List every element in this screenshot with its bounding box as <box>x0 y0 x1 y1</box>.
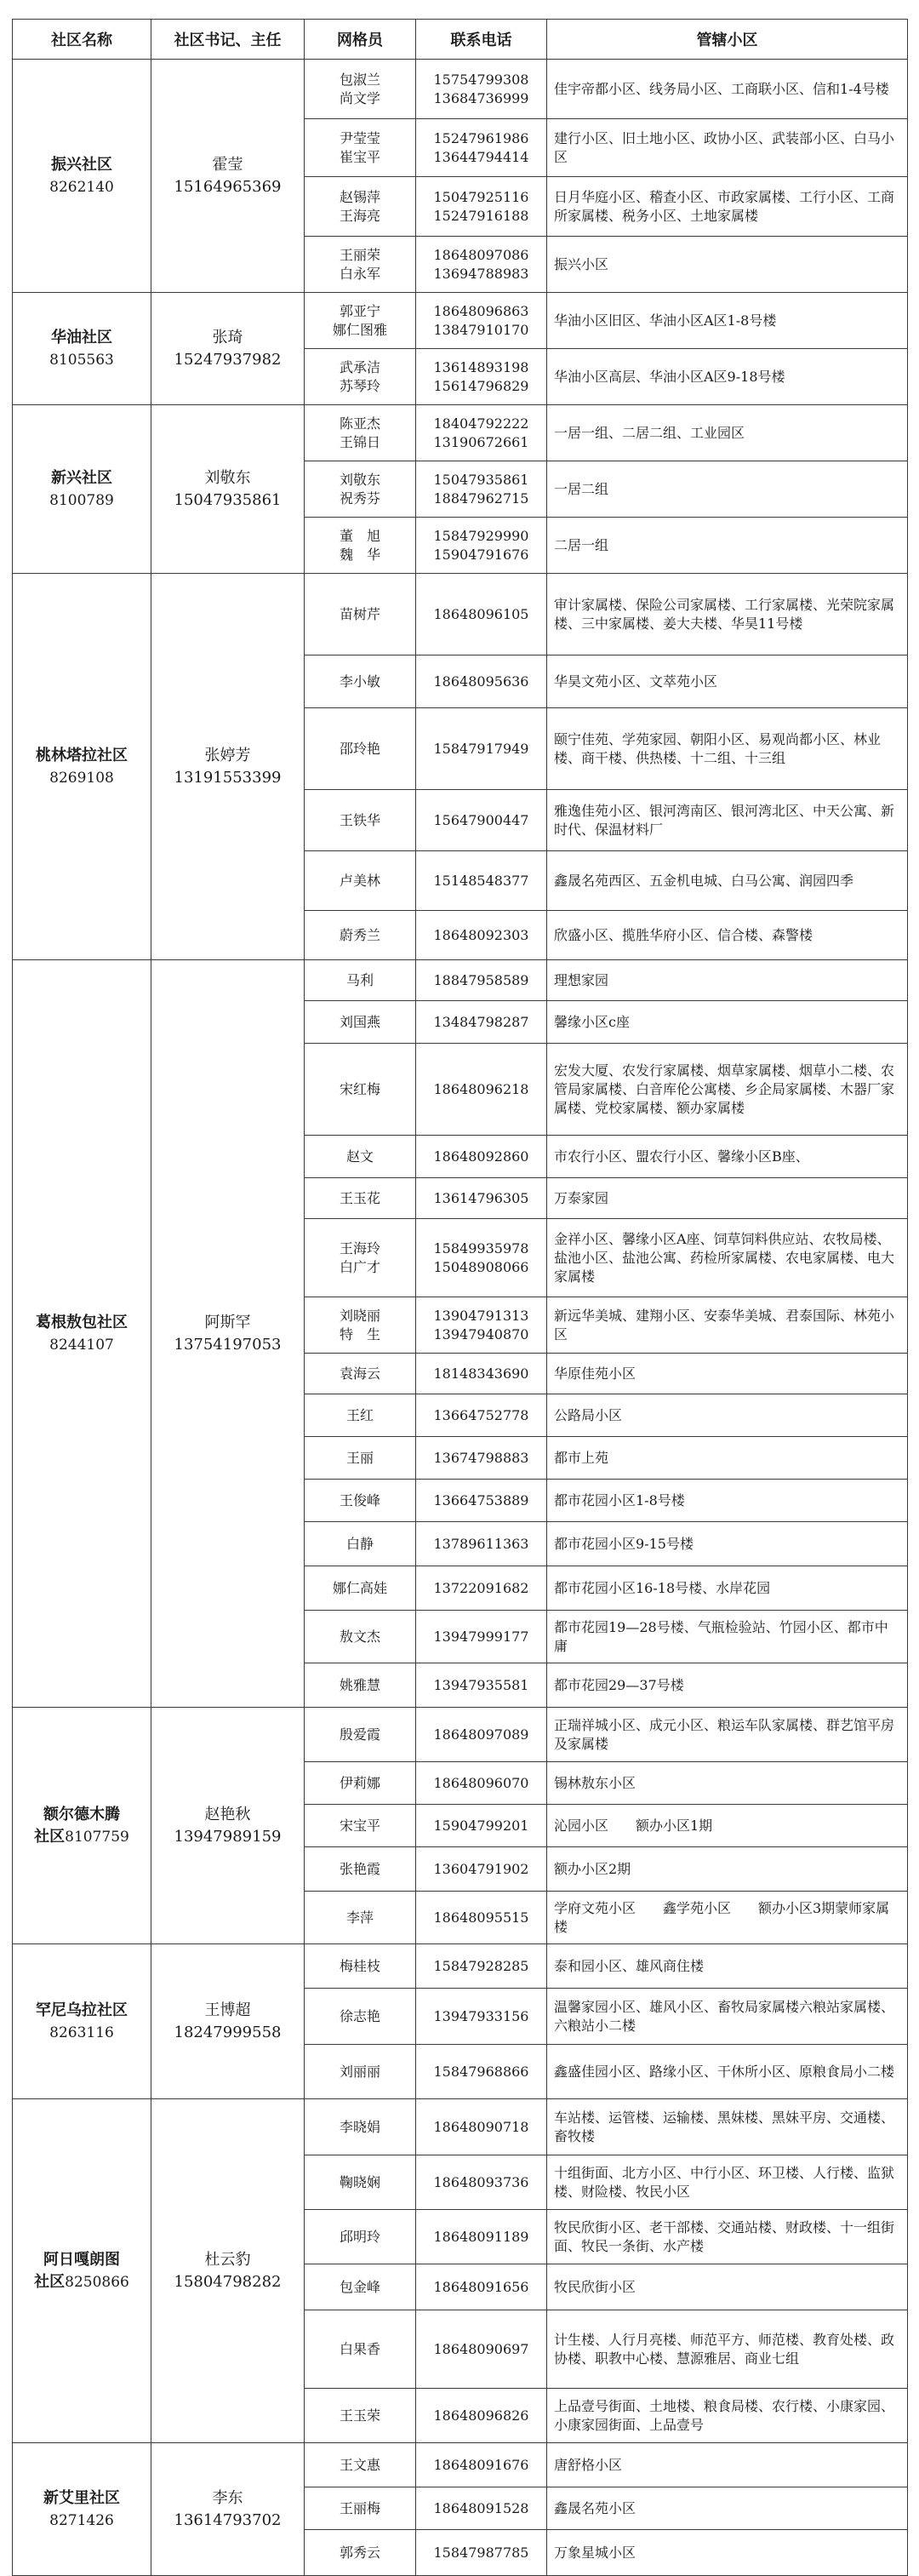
secretary-name: 王博超 <box>204 2001 251 2019</box>
community-cell <box>13 1944 151 2099</box>
grid-member-cell: 李萍 <box>305 1892 416 1944</box>
contact-phone-cell: 13947935581 <box>416 1663 547 1708</box>
area-cell: 牧民欣街小区、老干部楼、交通站楼、财政楼、十一组街面、牧民一条街、水产楼 <box>547 2210 908 2264</box>
grid-member-cell: 鞠晓娴 <box>305 2155 416 2210</box>
secretary-cell <box>151 293 305 405</box>
contact-phone-cell: 18404792222 13190672661 <box>416 405 547 461</box>
secretary-name: 张婷芳 <box>204 746 251 764</box>
contact-phone-cell: 13947933156 <box>416 1989 547 2045</box>
area-cell: 万泰家园 <box>547 1178 908 1219</box>
community-name: 葛根敖包社区 <box>36 1313 128 1331</box>
community-phone: 8107759 <box>65 1828 129 1846</box>
contact-phone-cell: 18648091676 <box>416 2443 547 2487</box>
secretary-phone: 15247937982 <box>174 350 282 369</box>
grid-member-cell: 蔚秀兰 <box>305 911 416 960</box>
area-cell: 振兴小区 <box>547 237 908 293</box>
secretary-cell <box>151 574 305 960</box>
grid-member-cell: 武承洁 苏琴玲 <box>305 349 416 405</box>
secretary-phone: 13191553399 <box>174 768 282 787</box>
area-cell: 华油小区高层、华油小区A区9-18号楼 <box>547 349 908 405</box>
contact-phone-cell: 18648096105 <box>416 574 547 655</box>
contact-phone-cell: 13484798287 <box>416 1001 547 1044</box>
area-cell: 金祥小区、馨缘小区A座、饲草饲料供应站、农牧局楼、盐池小区、盐池公寓、药检所家属楼、农电家属楼、电大家属楼 <box>547 1219 908 1297</box>
area-cell: 佳宇帝都小区、线务局小区、工商联小区、信和1-4号楼 <box>547 60 908 119</box>
community-cell <box>13 405 151 574</box>
secretary-cell <box>151 2099 305 2443</box>
contact-phone-cell: 13664752778 <box>416 1394 547 1437</box>
contact-phone-cell: 18648096863 13847910170 <box>416 293 547 349</box>
contact-phone-cell: 18648092860 <box>416 1136 547 1178</box>
area-cell: 鑫晟名苑西区、五金机电城、白马公寓、润园四季 <box>547 851 908 911</box>
area-cell: 市农行小区、盟农行小区、馨缘小区B座、 <box>547 1136 908 1178</box>
contact-phone-cell: 15849935978 15048908066 <box>416 1219 547 1297</box>
contact-phone-cell: 18648096826 <box>416 2389 547 2443</box>
area-cell: 锡林敖东小区 <box>547 1762 908 1805</box>
grid-member-cell: 白静 <box>305 1522 416 1566</box>
grid-member-cell: 李小敏 <box>305 655 416 708</box>
secretary-name: 刘敬东 <box>204 468 251 487</box>
grid-member-cell: 刘敬东 祝秀芬 <box>305 461 416 518</box>
grid-member-cell: 王玉荣 <box>305 2389 416 2443</box>
community-phone: 8263116 <box>49 2024 114 2041</box>
contact-phone-cell: 18648097086 13694788983 <box>416 237 547 293</box>
contact-phone-cell: 18648090718 <box>416 2099 547 2155</box>
contact-phone-cell: 13614893198 15614796829 <box>416 349 547 405</box>
community-phone: 8262140 <box>49 178 114 196</box>
area-cell: 颐宁佳苑、学苑家园、朝阳小区、易观尚都小区、林业楼、商干楼、供热楼、十二组、十三组 <box>547 708 908 790</box>
contact-phone-cell: 15047925116 15247916188 <box>416 177 547 237</box>
table-row <box>13 1944 908 1989</box>
contact-phone-cell: 15754799308 13684736999 <box>416 60 547 119</box>
contact-phone-cell: 18648097089 <box>416 1708 547 1762</box>
header-row <box>13 20 908 60</box>
contact-phone-cell: 13904791313 13947940870 <box>416 1297 547 1354</box>
area-cell: 车站楼、运管楼、运输楼、黑妹楼、黑妹平房、交通楼、畜牧楼 <box>547 2099 908 2155</box>
table-row <box>13 405 908 461</box>
contact-phone-cell: 18648096218 <box>416 1044 547 1136</box>
community-name: 桃林塔拉社区 <box>36 746 128 764</box>
community-name: 华油社区 <box>51 328 112 346</box>
header-grid-member: 网格员 <box>305 20 416 60</box>
area-cell: 十组街面、北方小区、中行小区、环卫楼、人行楼、监狱楼、财险楼、牧民小区 <box>547 2155 908 2210</box>
contact-phone-cell: 15847968866 <box>416 2045 547 2099</box>
contact-phone-cell: 13947999177 <box>416 1611 547 1663</box>
grid-member-cell: 刘晓丽 特 生 <box>305 1297 416 1354</box>
secretary-phone: 18247999558 <box>174 2023 282 2041</box>
grid-member-cell: 徐志艳 <box>305 1989 416 2045</box>
area-cell: 牧民欣街小区 <box>547 2264 908 2310</box>
area-cell: 都市花园小区9-15号楼 <box>547 1522 908 1566</box>
grid-member-cell: 王玉花 <box>305 1178 416 1219</box>
table-row <box>13 60 908 119</box>
area-cell: 沁园小区 额办小区1期 <box>547 1805 908 1847</box>
area-cell: 计生楼、人行月亮楼、师范平方、师范楼、教育处楼、政协楼、职教中心楼、慧源雅居、商业七组 <box>547 2310 908 2389</box>
grid-member-cell: 宋红梅 <box>305 1044 416 1136</box>
secretary-phone: 15047935861 <box>174 490 282 509</box>
grid-member-cell: 邱明玲 <box>305 2210 416 2264</box>
contact-phone-cell: 13614796305 <box>416 1178 547 1219</box>
secretary-phone: 15804798282 <box>174 2272 282 2291</box>
grid-member-cell: 马利 <box>305 960 416 1001</box>
grid-member-cell: 王红 <box>305 1394 416 1437</box>
area-cell: 正瑞祥城小区、成元小区、粮运车队家属楼、群艺馆平房及家属楼 <box>547 1708 908 1762</box>
area-cell: 二居一组 <box>547 518 908 574</box>
grid-member-cell: 包金峰 <box>305 2264 416 2310</box>
grid-member-cell: 赵锡萍 王海亮 <box>305 177 416 237</box>
community-phone: 8271426 <box>49 2511 114 2529</box>
grid-member-cell: 王文惠 <box>305 2443 416 2487</box>
grid-member-cell: 梅桂枝 <box>305 1944 416 1989</box>
community-phone: 8250866 <box>65 2273 129 2291</box>
contact-phone-cell: 18648093736 <box>416 2155 547 2210</box>
contact-phone-cell: 15647900447 <box>416 790 547 851</box>
contact-phone-cell: 15247961986 13644794414 <box>416 119 547 177</box>
contact-phone-cell: 13604791902 <box>416 1847 547 1892</box>
contact-phone-cell: 18648091656 <box>416 2264 547 2310</box>
grid-member-cell: 赵文 <box>305 1136 416 1178</box>
secretary-phone: 15164965369 <box>174 177 282 196</box>
community-name: 新兴社区 <box>51 468 112 487</box>
grid-member-cell: 郭亚宁 娜仁图雅 <box>305 293 416 349</box>
grid-member-cell: 张艳霞 <box>305 1847 416 1892</box>
secretary-cell <box>151 960 305 1708</box>
community-cell <box>13 574 151 960</box>
community-name: 罕尼乌拉社区 <box>36 2001 128 2019</box>
grid-member-cell: 白果香 <box>305 2310 416 2389</box>
community-name: 新艾里社区 <box>43 2488 120 2507</box>
secretary-cell <box>151 2443 305 2576</box>
area-cell: 都市花园小区1-8号楼 <box>547 1480 908 1522</box>
area-cell: 鑫晟名苑小区 <box>547 2487 908 2530</box>
community-cell <box>13 1708 151 1944</box>
grid-member-cell: 邵玲艳 <box>305 708 416 790</box>
community-name: 振兴社区 <box>51 155 112 174</box>
contact-phone-cell: 18648091528 <box>416 2487 547 2530</box>
grid-member-cell: 伊莉娜 <box>305 1762 416 1805</box>
area-cell: 日月华庭小区、稽查小区、市政家属楼、工行小区、工商所家属楼、税务小区、土地家属楼 <box>547 177 908 237</box>
area-cell: 公路局小区 <box>547 1394 908 1437</box>
area-cell: 新远华美城、建翔小区、安泰华美城、君泰国际、林苑小区 <box>547 1297 908 1354</box>
community-cell <box>13 960 151 1708</box>
area-cell: 都市上苑 <box>547 1437 908 1480</box>
secretary-name: 霍莹 <box>212 155 243 174</box>
contact-phone-cell: 18648096070 <box>416 1762 547 1805</box>
secretary-name: 阿斯罕 <box>204 1313 251 1331</box>
secretary-cell <box>151 60 305 293</box>
header-secretary: 社区书记、主任 <box>151 20 305 60</box>
secretary-name: 张琦 <box>212 328 243 346</box>
community-cell <box>13 293 151 405</box>
grid-member-cell: 王丽 <box>305 1437 416 1480</box>
secretary-cell <box>151 405 305 574</box>
area-cell: 上品壹号街面、土地楼、粮食局楼、农行楼、小康家园、小康家园街面、上品壹号 <box>547 2389 908 2443</box>
area-cell: 学府文苑小区 鑫学苑小区 额办小区3期蒙师家属楼 <box>547 1892 908 1944</box>
grid-member-cell: 殷爱霞 <box>305 1708 416 1762</box>
contact-phone-cell: 18148343690 <box>416 1354 547 1394</box>
contact-phone-cell: 15847987785 <box>416 2530 547 2576</box>
grid-member-cell: 袁海云 <box>305 1354 416 1394</box>
table-row <box>13 293 908 349</box>
secretary-name: 李东 <box>212 2488 243 2507</box>
area-cell: 都市花园19—28号楼、气瓶检验站、竹园小区、都市中庸 <box>547 1611 908 1663</box>
area-cell: 都市花园29—37号楼 <box>547 1663 908 1708</box>
contact-phone-cell: 18648091189 <box>416 2210 547 2264</box>
area-cell: 理想家园 <box>547 960 908 1001</box>
community-phone: 8244107 <box>49 1336 114 1354</box>
community-cell <box>13 2443 151 2576</box>
grid-member-cell: 陈亚杰 王锦日 <box>305 405 416 461</box>
grid-member-cell: 王丽荣 白永军 <box>305 237 416 293</box>
secretary-name: 杜云豹 <box>204 2250 251 2269</box>
secretary-phone: 13614793702 <box>174 2510 282 2529</box>
table-body <box>13 60 908 2576</box>
contact-phone-cell: 15847917949 <box>416 708 547 790</box>
area-cell: 欣盛小区、揽胜华府小区、信合楼、森警楼 <box>547 911 908 960</box>
table-row <box>13 1708 908 1762</box>
table-row <box>13 2099 908 2155</box>
secretary-phone: 13754197053 <box>174 1335 282 1354</box>
area-cell: 万象星城小区 <box>547 2530 908 2576</box>
grid-member-cell: 姚雅慧 <box>305 1663 416 1708</box>
secretary-phone: 13947989159 <box>174 1827 282 1846</box>
contact-phone-cell: 18648092303 <box>416 911 547 960</box>
area-cell: 馨缘小区c座 <box>547 1001 908 1044</box>
area-cell: 都市花园小区16-18号楼、水岸花园 <box>547 1566 908 1611</box>
community-phone: 8105563 <box>49 351 114 369</box>
contact-phone-cell: 18648090697 <box>416 2310 547 2389</box>
community-cell <box>13 2099 151 2443</box>
community-name: 额尔德木腾 <box>43 1805 120 1823</box>
contact-phone-cell: 18648095515 <box>416 1892 547 1944</box>
grid-member-cell: 王海玲 白广才 <box>305 1219 416 1297</box>
grid-member-cell: 敖文杰 <box>305 1611 416 1663</box>
community-name: 阿日嘎朗图 <box>43 2250 120 2269</box>
header-area: 管辖小区 <box>547 20 908 60</box>
area-cell: 唐舒格小区 <box>547 2443 908 2487</box>
area-cell: 一居二组 <box>547 461 908 518</box>
contact-phone-cell: 13664753889 <box>416 1480 547 1522</box>
grid-member-cell: 王丽梅 <box>305 2487 416 2530</box>
contact-phone-cell: 13789611363 <box>416 1522 547 1566</box>
table-row <box>13 2443 908 2487</box>
community-name: 社区 <box>34 1827 66 1846</box>
grid-member-cell: 王铁华 <box>305 790 416 851</box>
grid-member-cell: 王俊峰 <box>305 1480 416 1522</box>
table-row <box>13 960 908 1001</box>
grid-member-cell: 郭秀云 <box>305 2530 416 2576</box>
header-contact-phone: 联系电话 <box>416 20 547 60</box>
community-phone: 8100789 <box>49 491 114 509</box>
community-cell <box>13 60 151 293</box>
grid-member-cell: 刘丽丽 <box>305 2045 416 2099</box>
area-cell: 一居一组、二居二组、工业园区 <box>547 405 908 461</box>
area-cell: 华油小区旧区、华油小区A区1-8号楼 <box>547 293 908 349</box>
area-cell: 华原佳苑小区 <box>547 1354 908 1394</box>
area-cell: 建行小区、旧土地小区、政协小区、武装部小区、白马小区 <box>547 119 908 177</box>
area-cell: 额办小区2期 <box>547 1847 908 1892</box>
grid-member-cell: 刘国燕 <box>305 1001 416 1044</box>
community-grid-table <box>12 19 908 2576</box>
contact-phone-cell: 15904799201 <box>416 1805 547 1847</box>
header-community-name: 社区名称 <box>13 20 151 60</box>
area-cell: 雅逸佳苑小区、银河湾南区、银河湾北区、中天公寓、新时代、保温材料厂 <box>547 790 908 851</box>
contact-phone-cell: 15148548377 <box>416 851 547 911</box>
contact-phone-cell: 18648095636 <box>416 655 547 708</box>
table-row <box>13 574 908 655</box>
area-cell: 鑫盛佳园小区、路缘小区、干休所小区、原粮食局小二楼 <box>547 2045 908 2099</box>
contact-phone-cell: 15047935861 18847962715 <box>416 461 547 518</box>
area-cell: 宏发大厦、农发行家属楼、烟草家属楼、烟草小二楼、农管局家属楼、白音库伦公寓楼、乡企局家属楼、木器厂家属楼、党校家属楼、额办家属楼 <box>547 1044 908 1136</box>
contact-phone-cell: 18847958589 <box>416 960 547 1001</box>
area-cell: 温馨家园小区、雄风小区、畜牧局家属楼六粮站家属楼、六粮站小二楼 <box>547 1989 908 2045</box>
secretary-cell <box>151 1944 305 2099</box>
community-name: 社区 <box>34 2272 66 2291</box>
contact-phone-cell: 15847929990 15904791676 <box>416 518 547 574</box>
area-cell: 审计家属楼、保险公司家属楼、工行家属楼、光荣院家属楼、三中家属楼、姜大夫楼、华昊11号楼 <box>547 574 908 655</box>
grid-member-cell: 包淑兰 尚文学 <box>305 60 416 119</box>
contact-phone-cell: 13674798883 <box>416 1437 547 1480</box>
contact-phone-cell: 13722091682 <box>416 1566 547 1611</box>
secretary-cell <box>151 1708 305 1944</box>
grid-member-cell: 苗树芹 <box>305 574 416 655</box>
grid-member-cell: 董 旭 魏 华 <box>305 518 416 574</box>
grid-member-cell: 李晓娟 <box>305 2099 416 2155</box>
area-cell: 泰和园小区、雄风商住楼 <box>547 1944 908 1989</box>
grid-member-cell: 宋宝平 <box>305 1805 416 1847</box>
contact-phone-cell: 15847928285 <box>416 1944 547 1989</box>
grid-member-cell: 尹莹莹 崔宝平 <box>305 119 416 177</box>
secretary-name: 赵艳秋 <box>204 1805 251 1823</box>
area-cell: 华昊文苑小区、文萃苑小区 <box>547 655 908 708</box>
grid-member-cell: 卢美林 <box>305 851 416 911</box>
community-phone: 8269108 <box>49 769 114 787</box>
grid-member-cell: 娜仁高娃 <box>305 1566 416 1611</box>
